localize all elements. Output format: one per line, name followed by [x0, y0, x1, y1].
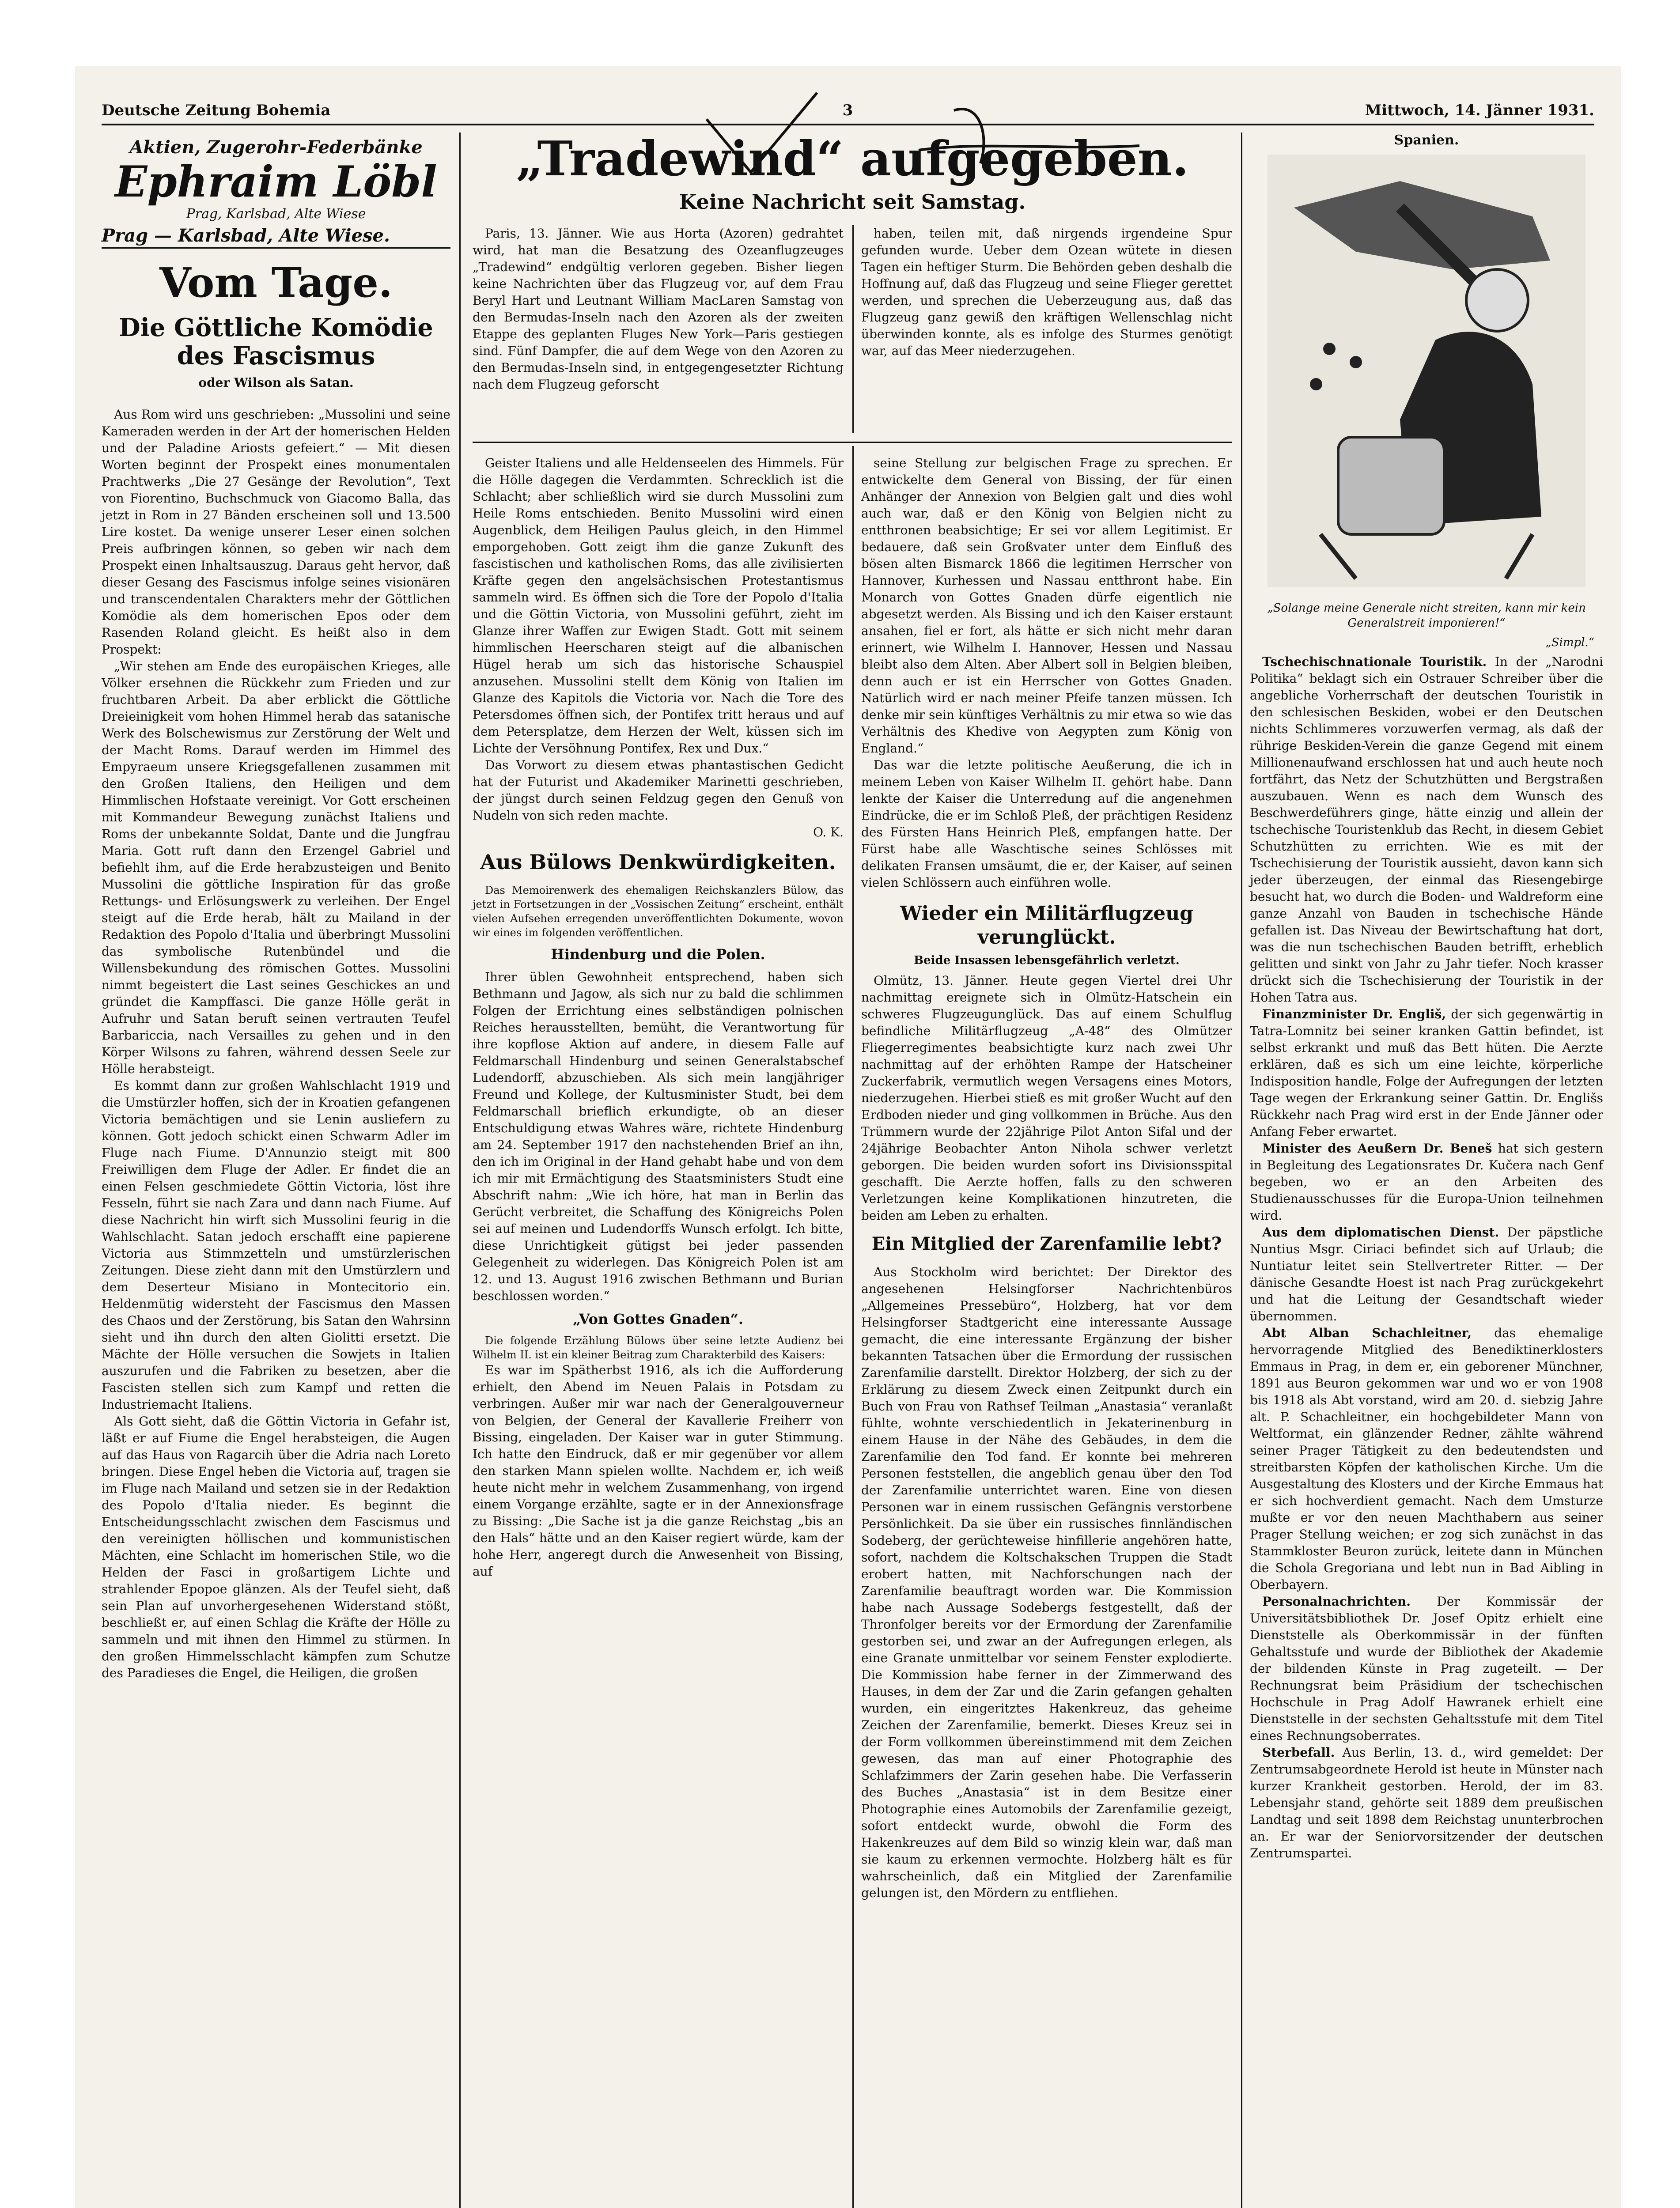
cartoon-credit: „Simpl.“ [1545, 636, 1594, 649]
paragraph: haben, teilen mit, daß nirgends irgendeine Spur gefunden wurde. Ueber dem Ozean wütete in diesen Tagen ein heftiger Sturm. Die Behörden geben deshalb die Hoffnung auf, daß das Flugzeug und seine Flieger gerettet werden, und sprechen die Ueberzeugung aus, daß das Flugzeug ganz gewiß den kräftigen Wellenschlag nicht überwinden konnte, als es infolge des Sturmes genötigt war, auf das Meer niederzugehen. [861, 226, 1232, 358]
column-rule [852, 225, 854, 433]
paragraph: Als Gott sieht, daß die Göttin Victoria in Gefahr ist, läßt er auf Fiume die Engel herabsteigen, die Augen auf das Haus von Ragarcih über die Adria nach Loreto bringen. Diese Engel heben die Victoria auf, tragen sie im Fluge nach Mailand und setzen sie in der Redaktion des Popolo d'Italia nieder. Es beginnt die Entscheidungsschlacht zwischen dem Fascismus und den vereinigten höllischen und kommunistischen Mächten, eine Schlacht im homerischen Stile, wo die Helden der Fasci in großartigem Lichte und strahlender Epopoe glänzen. Als der Teufel sieht, daß sein Plan auf unvorhergesehenen Widerstand stößt, beschließt er, auf einen Schlag die Kräfte der Hölle zu sammeln und mit ihnen den Himmel zu stürmen. In den großen Himmelsschlacht kämpfen zum Schutze des Paradieses die Engel, die Heiligen, die großen [102, 1414, 450, 1680]
header-date: Mittwoch, 14. Jänner 1931. [1365, 102, 1594, 119]
ad-subline: Prag, Karlsbad, Alte Wiese [186, 206, 366, 222]
paragraph: Die folgende Erzählung Bülows über seine letzte Audienz bei Wilhelm II. ist ein kleiner Beitrag zum Charakterbild des Kaisers: [473, 1335, 844, 1361]
item-text: Der Kommissär der Universitätsbibliothek Dr. Josef Opitz erhielt eine Dienststelle als Oberkommissär in der fünften Gehaltsstufe und wurde der Bibliothek der Akademie der bildenden Künste in Prag zugeteilt. — Der Rechnungsrat beim Präsidium der tschechischen Hochschule in Prag Adolf Hawranek erhielt eine Dienststelle in der sechsten Gehaltsstufe mit dem Titel eines Rechnungsoberrates. [1250, 1594, 1604, 1743]
article-title: Ein Mitglied der Zarenfamilie lebt? [871, 1233, 1222, 1254]
paragraph: seine Stellung zur belgischen Frage zu sprechen. Er entwickelte dem General von Bissing, der für einen Anhänger der Annexion von Belgien galt und dies wohl auch war, daß er den König von Belgien nicht zu entthronen beabsichtige; Er sei vor allem Legitimist. Er bedauere, daß sein Großvater unter dem Einfluß des bösen alten Bismarck 1866 die legitimen Herrscher von Hannover, Kurhessen und Nassau entthront habe. Ein Monarch von Gottes Gnaden dürfe eigentlich nie abgesetzt werden. Als Bissing und ich den Kaiser erstaunt ansahen, fiel er fort, als hätte er sich nicht mehr daran erinnert, wie Wilhelm I. Hannover, Hessen und Nassau bleibt also dem Alten. Aber Albert soll in Belgien bleiben, denn auch er ist ein Herrscher von Gottes Gnaden. Natürlich wird er nach meiner Pfeife tanzen müssen. Ich denke mir sein künftiges Verhältnis zu mir etwa so wie das Verhältnis des Khedive von Aegypten zum König von England.“ [861, 456, 1232, 756]
ad-address: Prag — Karlsbad, Alte Wiese. [102, 225, 390, 246]
column-5 [1250, 654, 1603, 1862]
news-item [1250, 1744, 1603, 1862]
article-subtitle: oder Wilson als Satan. [198, 375, 354, 390]
news-item [1250, 1140, 1603, 1224]
lead-article-right [861, 225, 1232, 359]
item-text: der sich gegenwärtig in Tatra-Lomnitz bei seiner kranken Gattin befindet, ist selbst erkrankt und muß das Bett hüten. Die Aerzte erklären, daß es sich um eine leichte, körperliche Indisposition handle, Folge der Aufregungen der letzten Tage wegen der Erkrankung seiner Gattin. Dr. Englišs Rückkehr nach Prag wird erst in der Ende Jänner oder Anfang Feber erwartet. [1250, 1007, 1603, 1139]
column-4 [861, 455, 1232, 1902]
paragraph: Es kommt dann zur großen Wahlschlacht 1919 und die Umstürzler hoffen, sich der in Kroatien gefangenen Victoria bemächtigen und sie Lenin ausliefern zu können. Gott jedoch schickt einen Schwarm Adler im Fluge nach Fiume. D'Annunzio steigt mit 800 Freiwilligen dem Fluge der Adler. Er findet die an einen Felsen geschmiedete Göttin Victoria, löst ihre Fesseln, führt sie nach Zara und dann nach Fiume. Auf diese Nachricht hin wirft sich Mussolini feurig in die Wahlschlacht. Satan jedoch erschafft eine papierene Victoria aus Stimmzetteln und umstürzlerischen Zeitungen. Diese zieht dann mit den Umstürzlern und dem Deserteur Misiano in Montecitorio ein. Heldenmütig widersteht der Fascismus den Massen des Chaos und der Zerstörung, bis Satan den Wahrsinn sieht und ihn durch den alten Giolitti ersetzt. Die Mächte der Hölle versuchen die Sowjets in Italien auszurufen und die Fabriken zu besetzen, aber die Fascisten stellen sich zum Kampf und retten die Industriemacht Italiens. [102, 1078, 450, 1412]
paragraph: Paris, 13. Jänner. Wie aus Horta (Azoren) gedrahtet wird, hat man die Besatzung des Ozeanflugzeuges „Tradewind“ endgültig verloren gegeben. Bisher liegen keine Nachrichten über das Flugzeug vor, auf dem Frau Beryl Hart und Leutnant William MacLaren Samstag von den Bermudas-Inseln nach den Azoren als der zweiten Etappe des geplanten Fluges New York—Paris gestiegen sind. Fünf Dampfer, die auf dem Wege von den Azoren zu den Bermudas-Inseln sind, in entgegengesetzter Richtung nach dem Flugzeug geforscht [473, 226, 844, 392]
article-title: Hindenburg und die Polen. [551, 946, 765, 963]
news-item [1250, 1006, 1603, 1140]
newspaper-page [75, 66, 1621, 2208]
paragraph: Das war die letzte politische Aeußerung, die ich in meinem Leben von Kaiser Wilhelm II. gehört habe. Dann lenkte der Kaiser die Unterredung auf die angenehmen Eindrücke, die er im Schloß Pleß, der prächtigen Residenz des Fürsten Hans Heinrich Pleß, empfangen hatte. Der Fürst habe alle Waschtische seines Schlösses mit delikaten Fransen umsäumt, die er, der Kaiser, auf seinen vielen Schlössern auch einführen wolle. [861, 758, 1232, 890]
cartoon-illustration [1268, 155, 1585, 587]
paragraph: Es war im Spätherbst 1916, als ich die Aufforderung erhielt, den Abend im Neuen Palais in Potsdam zu verbringen. Außer mir war nach der Generalgouverneur von Belgien, der General der Kavallerie Freiherr von Bissing, eingeladen. Der Kaiser war in guter Stimmung. Ich hatte den Eindruck, daß er mir gegenüber vor allem den starken Mann spielen wollte. Nachdem er, ich weiß heute nicht mehr in welchem Zusammenhang, von irgend einem Vorgange erzählte, sagte er in der Annexionsfrage zu Bissing: „Die Sache ist ja die ganze Reichstag „bis an den Hals“ hätte und an den Kaiser regiert würde, kam der hohe Herr, angeregt durch die Anwesenheit von Bissing, auf [473, 1363, 844, 1579]
paragraph: Olmütz, 13. Jänner. Heute gegen Viertel drei Uhr nachmittag ereignete sich in Olmütz-Hatschein ein schweres Flugzeugunglück. Das auf einem Schulflug befindliche Militärflugzeug „A-48“ des Olmützer Fliegerregimentes beabsichtigte kurz nach zwei Uhr nachmittag auf der erhöhten Rampe der Hatscheiner Zuckerfabrik, vermutlich wegen Versagens eines Motors, niederzugehen. Hierbei stieß es mit großer Wucht auf den Erdboden nieder und ging vollkommen in Brüche. Aus den Trümmern wurde der 22jährige Pilot Anton Sifal und der 24jährige Beobachter Anton Nihola schwer verletzt geborgen. Die beiden wurden sofort ins Divisionsspital geschafft. Die Aerzte hoffen, falls zu den schweren Verletzungen keine Komplikationen hinzutreten, die beiden am Leben zu erhalten. [861, 973, 1232, 1223]
news-item [1250, 1593, 1603, 1744]
article-body [102, 406, 450, 1682]
paragraph: Das Memoirenwerk des ehemaligen Reichskanzlers Bülow, das jetzt in Fortsetzungen in der „Vossischen Zeitung“ erscheint, enthält vielen Aufsehen erregenden unveröffentlichten Dokumente, wovon wir eines im folgenden veröffentlichen. [473, 884, 844, 939]
item-text: das ehemalige hervorragende Mitglied des Benediktinerklosters Emmaus in Prag, in dem er, ein geborener Münchner, 1891 aus Beuron gekommen war und wo er von 1908 bis 1918 als Abt vorstand, wird am 20. d. siebzig Jahre alt. P. Schachleitner, ein hochgebildeter Mann von Weltformat, ein glänzender Redner, zählte während seiner Prager Tätigkeit zu den bedeutendsten und streitbarsten Köpfen der katholischen Kirche. Um die Ausgestaltung des Klosters und der Kirche Emmaus hat er sich hochverdient gemacht. Nach dem Umsturze mußte er vor den neuen Machthabern aus seiner Prager Stellung weichen; er zog sich zunächst in das Stammkloster Beuron zurück, leitete dann in München die Schola Gregoriana und lebt nun in Bad Aibling in Oberbayern. [1250, 1326, 1603, 1592]
item-text: hat sich gestern in Begleitung des Legationsrates Dr. Kučera nach Genf begeben, wo er an den Arbeiten des Studienausschusses für die Europa-Union teilnehmen wird. [1250, 1141, 1603, 1223]
item-lead: Finanzminister Dr. Engliš, [1262, 1007, 1446, 1021]
column-rule [459, 132, 461, 2208]
header-page-number: 3 [842, 102, 853, 119]
lead-article-left [473, 225, 844, 393]
item-lead: Tschechischnationale Touristik. [1262, 654, 1487, 669]
ad-top-line: Aktien, Zugerohr-Federbänke [129, 137, 423, 158]
paragraph: Ihrer üblen Gewohnheit entsprechend, haben sich Bethmann und Jagow, als sich nur zu bald die schlimmen Folgen der Errichtung eines selbständigen polnischen Reiches herausstellten, bemüht, die Verantwortung für ihre kopflose Aktion auf andere, in diesem Falle auf Feldmarschall Hindenburg und seinen Generalstabschef Ludendorff, abzuschieben. Als sich mein langjähriger Freund und Kollege, der Kultusminister Studt, bei dem Feldmarschall brieflich erkundigte, ob an dieser Entschuldigung etwas Wahres wäre, richtete Hindenburg am 24. September 1917 den nachstehenden Brief an ihn, den ich im Original in der Hand gehabt habe und von dem ich mir mit Ermächtigung des Staatsministers Studt eine Abschrift nahm: „Wie ich höre, hat man in Berlin das Gerücht verbreitet, die Schaffung des Königreichs Polen sei auf meinen und Ludendorffs Wunsch erfolgt. Ich bitte, diese Unrichtigkeit gütigst bei jeder passenden Gelegenheit zu widerlegen. Das Königreich Polen ist am 12. und 13. August 1916 zwischen Bethmann und Burian beschlossen worden.“ [473, 970, 844, 1303]
item-lead: Abt Alban Schachleitner, [1262, 1326, 1472, 1340]
ad-logo: Ephraim Löbl [115, 157, 437, 207]
paragraph: Aus Stockholm wird berichtet: Der Direktor des angesehenen Helsingforser Nachrichtenbüros „Allgemeines Pressebüro“, Holzberg, hat vor dem Helsingforser Stadtgericht eine interessante Aussage gemacht, die eine interessante Ergänzung der bisher bekannten Tatsachen über die Ermordung der russischen Zarenfamilie darstellt. Direktor Holzberg, der sich zu der Erklärung zu diesem Zweck einen Zeitpunkt durch ein Buch von Frau von Rathsef Teilman „Anastasia“ veranlaßt fühlte, wohnte verschiedentlich in Jekaterinenburg in einem Hause in der Nähe des Gebäudes, in dem die Zarenfamilie den Tod fand. Er konnte bei mehreren Personen feststellen, die angeblich genau über den Tod der Zarenfamilie unterrichtet waren. Eine von diesen Personen war in einem russischen Gefängnis verstorbene Persönlichkeit. Da sie über ein russisches finnländischen Sodeberg, der gerüchteweise hinfillerie angehören hatte, sofort, nachdem die Koltschakschen Truppen die Stadt erobert hatten, mit Nachforschungen nach der Zarenfamilie beauftragt worden war. Die Kommission habe nach Aussage Sodebergs festgestellt, daß der Thronfolger bereits vor der Ermordung der Zarenfamilie gestorben sei, und zwar an der Aufregungen erlegen, als eine Granate unmittelbar vor seinem Fenster explodierte. Die Kommission habe ferner in der Zimmerwand des Hauses, in dem der Zar und die Zarin gefangen gehalten wurden, ein eingeritztes Hakenkreuz, das geheime Zeichen der Zarenfamilie, bemerkt. Dieses Kreuz sei in der Form vollkommen übereinstimmend mit dem Zeichen gewesen, das man auf einer Photographie des Schlafzimmers der Zarin gesehen habe. Die Verfasserin des Buches „Anastasia“ ist in dem Besitze einer Photographie eines Automobils der Zarenfamilie gezeigt, sofort entdeckt wurde, obwohl die Form des Hakenkreuzes auf dem Bild so winzig klein war, daß man sie kaum zu erkennen vermochte. Holzberg hält es für wahrscheinlich, daß ein Mitglied der Zarenfamilie gelungen ist, den Mördern zu entfliehen. [861, 1265, 1232, 1900]
news-item [1250, 1224, 1603, 1325]
header-paper-name: Deutsche Zeitung Bohemia [102, 102, 331, 119]
article-title: Die Göttliche Komödie des Fascismus [119, 313, 433, 371]
column-rule [1241, 132, 1242, 2208]
column-3 [473, 455, 844, 1580]
column-rule [852, 446, 854, 2208]
paragraph: „Wir stehen am Ende des europäischen Krieges, alle Völker ersehnen die Rückkehr zum Frieden und zur fruchtbaren Arbeit. Da aber erblickt die Göttliche Dreieinigkeit vom hohen Himmel herab das satanische Werk des Bolschewismus zur Zerstörung der Welt und der Macht Roms. Darauf werden im Himmel des Empyraeum unsere Kriegsgefallenen zusammen mit den Großen Italiens, den Heiligen und dem Himmlischen Hofstaate vereinigt. Vor Gott erscheinen mit Kommandeur Bewegung zunächst Italiens und Roms der unbekannte Soldat, Dante und die Jungfrau Maria. Gott ruft dann den Erzengel Gabriel und befiehlt ihm, auf die Erde herabzusteigen und Benito Mussolini die göttliche Inspiration für das große Rettungs- und Erlösungswerk zu verleihen. Der Engel steigt auf die Erde herab, hält zu Mailand in der Redaktion des Popolo d'Italia und überbringt Mussolini das symbolische Rutenbündel und die Willensbekundung des römischen Gottes. Mussolini nimmt begeistert die Last seines Geschickes an und gründet die Kampffasci. Die ganze Hölle gerät in Aufruhr und Satan beruft seinen vertrauten Teufel Barbariccia, nach Versailles zu gehen und in den Körper Wilsons zu fahren, während dessen Seele zur Hölle herabsteigt. [102, 659, 450, 1076]
article-subtitle: Beide Insassen lebensgefährlich verletzt. [914, 954, 1180, 967]
item-lead: Aus dem diplomatischen Dienst. [1262, 1225, 1499, 1240]
main-subhead: Keine Nachricht seit Samstag. [679, 190, 1026, 214]
article-title: „Von Gottes Gnaden“. [573, 1311, 743, 1327]
page-header [102, 93, 1594, 125]
cartoon-caption: „Solange meine Generale nicht streiten, kann mir kein Generalstreit imponieren!“ [1267, 601, 1586, 630]
news-item [1250, 654, 1603, 1006]
signature: O. K. [813, 825, 844, 839]
section-rule [473, 442, 1232, 443]
item-lead: Minister des Aeußern Dr. Beneš [1262, 1141, 1492, 1156]
item-lead: Sterbefall. [1262, 1745, 1335, 1760]
main-headline: „Tradewind“ aufgegeben. [516, 131, 1189, 187]
news-item [1250, 1325, 1603, 1593]
item-text: Der päpstliche Nuntius Msgr. Ciriaci befindet sich auf Urlaub; die Nuntiatur leitet sein Stellvertreter Ritter. — Der dänische Gesandte Hoest ist nach Prag zurückgekehrt und hat die Leitung der Gesandtschaft wieder übernommen. [1250, 1225, 1603, 1323]
paragraph: Das Vorwort zu diesem etwas phantastischen Gedicht hat der Futurist und Akademiker Marinetti geschrieben, der jüngst durch seinen Feldzug gegen den Genuß von Nudeln von sich reden machte. [473, 758, 844, 823]
paragraph: Aus Rom wird uns geschrieben: „Mussolini und seine Kameraden werden in der Art der homerischen Helden und der Paladine Ariosts gefeiert.“ — Mit diesen Worten beginnt der Prospekt eines monumentalen Prachtwerks „Die 27 Gesänge der Revolution“, Text von Fiorentino, Buchschmuck von Giacomo Balla, das jetzt in Rom in 27 Bänden erscheinen soll und 13.500 Lire kostet. Da wenige unserer Leser einen solchen Preis aufbringen können, so geben wir nach dem Prospekt einen Inhaltsauszug. Daraus geht hervor, daß dieser Gesang des Fascismus infolge seines visionären und transcendentalen Charakters mehr der Göttlichen Komödie als dem homerischen Epos oder dem Rasenden Roland gleicht. Es heißt also in dem Prospekt: [102, 407, 450, 657]
item-text: In der „Narodni Politika“ beklagt sich ein Ostrauer Schreiber über die angebliche Vorherrschaft der deutschen Touristik in den schlesischen Beskiden, wobei er den Deutschen nichts Schlimmeres vorzuwerfen vermag, als daß der rührige Beskiden-Verein die ganze Gegend mit einem Millionenaufwand erschlossen hat und auch heute noch fortfährt, das Netz der Schutzhütten und Bergstraßen auszubauen. Wenn es nach dem Wunsch des Beschwerdeführers ginge, hätte einzig und allein der tschechische Touristenklub das Recht, in diesem Gebiet Schutzhütten zu errichten. Wie es mit der Tschechisierung der Touristik aussieht, davon kann sich jeder überzeugen, der einmal das Riesengebirge besucht hat, wo durch die Boden- und Waldreform eine ganze Anzahl von Bauden in tschechische Hände gefallen ist. Das Niveau der Bewirtschaftung hat dort, was die nun tschechischen Bauden betrifft, erheblich gelitten und sinkt von Jahr zu Jahr tiefer. Noch krasser drückt sich die Tschechisierung der Touristik in der Hohen Tatra aus. [1250, 654, 1603, 1005]
paragraph: Geister Italiens und alle Heldenseelen des Himmels. Für die Hölle dagegen die Verdammten. Schrecklich ist die Schlacht; aber schließlich wird sie durch Mussolini zum Heile Roms entschieden. Benito Mussolini wird einen Augenblick, dem Heiligen Paulus gleich, in den Himmel emporgehoben. Gott zeigt ihm die ganze Zukunft des fascistischen und katholischen Roms, das alle zivilisierten Kräfte gegen den angelsächsischen Protestantismus sammeln wird. Es öffnen sich die Tore der Popolo d'Italia und die Göttin Victoria, von Mussolini geführt, zieht im Glanze ihrer Waffen zur Ewigen Stadt. Gott mit seinem himmlischen Heerscharen steigt auf die albanischen Hügel herab um sich das historische Schauspiel anzusehen. Mussolini stellt dem König von Italien im Glanze des Kapitols die Victoria vor. Nach die Tore des Petersdomes öffnen sich, der Pontifex tritt heraus und auf dem Petersplatze, dem Herzen der Welt, küssen sich im Lichte der Versöhnung Pontifex, Rex und Dux.“ [473, 456, 844, 756]
item-lead: Personalnachrichten. [1262, 1594, 1411, 1609]
section-title: Spanien. [1394, 132, 1459, 148]
article-title: Wieder ein Militärflugzeug verunglückt. [900, 902, 1193, 949]
advertisement [102, 132, 450, 249]
article-title: Aus Bülows Denkwürdigkeiten. [480, 850, 836, 874]
item-text: Aus Berlin, 13. d., wird gemeldet: Der Zentrumsabgeordnete Herold ist heute in Münster nach kurzer Krankheit gestorben. Herold, der im 83. Lebensjahr stand, gehörte seit 1889 dem preußischen Landtag und seit 1898 dem Reichstag ununterbrochen an. Er war der Seniorvorsitzender der deutschen Zentrumspartei. [1250, 1745, 1603, 1860]
section-title: Vom Tage. [159, 259, 393, 306]
